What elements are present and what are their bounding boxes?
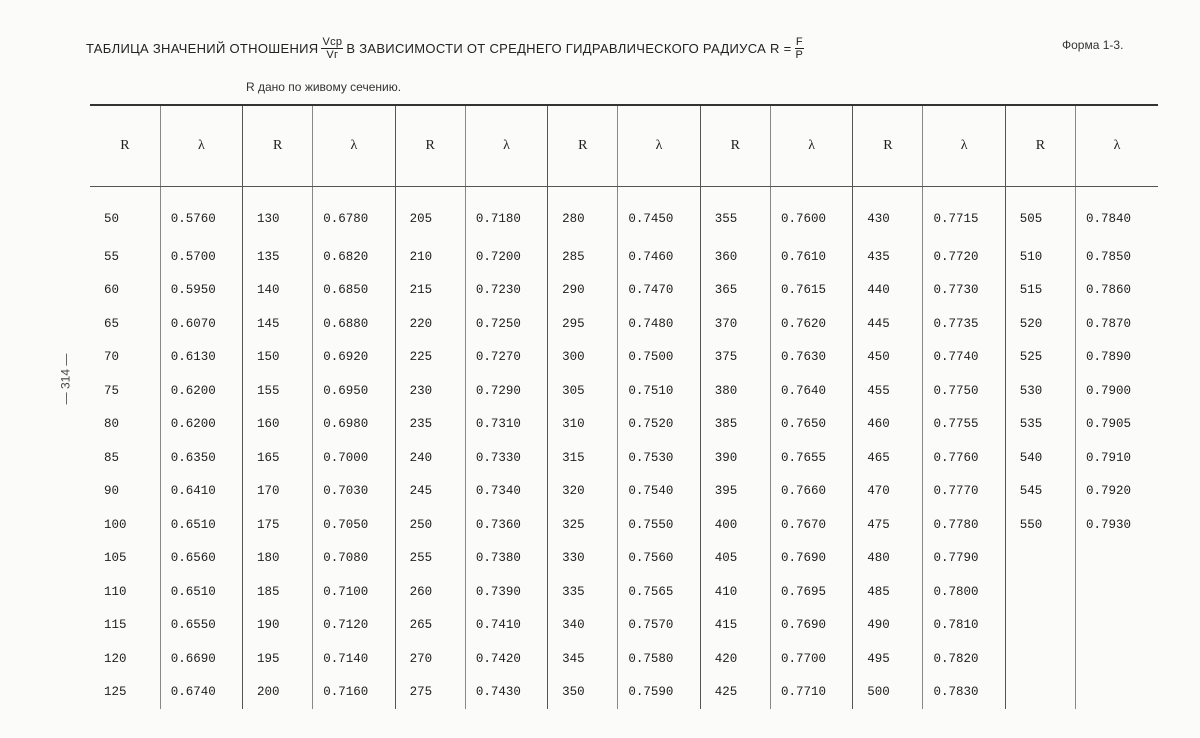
radius-cell: 470 [853, 475, 923, 509]
table-row [90, 341, 1158, 375]
lambda-cell: 0.7830 [923, 676, 1005, 710]
title-middle: В ЗАВИСИМОСТИ ОТ СРЕДНЕГО ГИДРАВЛИЧЕСКОГО РАДИУСА R = [346, 41, 792, 56]
lambda-cell: 0.6560 [160, 542, 242, 576]
radius-cell: 335 [548, 575, 618, 609]
radius-cell: 130 [243, 187, 313, 241]
lambda-cell [1076, 575, 1158, 609]
lambda-cell: 0.7820 [923, 642, 1005, 676]
radius-cell: 545 [1005, 475, 1075, 509]
radius-numerator: F [795, 36, 803, 48]
lambda-cell: 0.7910 [1076, 441, 1158, 475]
radius-cell: 210 [395, 240, 465, 274]
table-row [90, 187, 1158, 241]
radius-cell: 165 [243, 441, 313, 475]
lambda-cell: 0.7420 [465, 642, 547, 676]
header-lambda-7: λ [1076, 105, 1158, 187]
lambda-cell: 0.7810 [923, 609, 1005, 643]
radius-cell: 420 [700, 642, 770, 676]
table-row [90, 642, 1158, 676]
radius-cell: 330 [548, 542, 618, 576]
radius-cell: 100 [104, 517, 127, 532]
table-subtitle: R дано по живому сечению. [246, 80, 402, 94]
header-lambda-1: λ [160, 105, 242, 187]
radius-cell: 160 [243, 408, 313, 442]
radius-cell: 530 [1005, 374, 1075, 408]
header-r-2: R [243, 105, 313, 187]
radius-cell: 410 [700, 575, 770, 609]
radius-cell: 350 [548, 676, 618, 710]
lambda-cell: 0.7920 [1076, 475, 1158, 509]
lambda-cell: 0.7570 [618, 609, 700, 643]
radius-cell: 430 [853, 187, 923, 241]
radius-cell: 140 [243, 274, 313, 308]
lambda-cell: 0.7390 [465, 575, 547, 609]
lambda-cell: 0.6200 [160, 374, 242, 408]
radius-cell: 90 [104, 484, 120, 499]
radius-cell: 200 [243, 676, 313, 710]
lambda-cell: 0.7200 [465, 240, 547, 274]
radius-cell: 220 [395, 307, 465, 341]
lambda-cell: 0.7730 [923, 274, 1005, 308]
lambda-cell: 0.7640 [770, 374, 852, 408]
lambda-cell: 0.5950 [160, 274, 242, 308]
radius-cell: 405 [700, 542, 770, 576]
lambda-cell [1076, 609, 1158, 643]
lambda-cell: 0.7790 [923, 542, 1005, 576]
fraction-numerator: Vср [322, 36, 343, 48]
header-r-5: R [700, 105, 770, 187]
lambda-cell: 0.7510 [618, 374, 700, 408]
radius-cell: 510 [1005, 240, 1075, 274]
page-number: — 314 — [58, 353, 73, 405]
lambda-cell: 0.6820 [313, 240, 395, 274]
header-row [90, 105, 1158, 187]
radius-cell: 500 [853, 676, 923, 710]
lambda-cell: 0.7755 [923, 408, 1005, 442]
lambda-cell: 0.7100 [313, 575, 395, 609]
table-row [90, 307, 1158, 341]
radius-cell: 180 [243, 542, 313, 576]
lambda-cell [1076, 542, 1158, 576]
table-row [90, 374, 1158, 408]
radius-cell: 505 [1005, 187, 1075, 241]
lambda-cell: 0.7180 [465, 187, 547, 241]
radius-cell: 375 [700, 341, 770, 375]
lambda-cell: 0.6850 [313, 274, 395, 308]
radius-cell: 195 [243, 642, 313, 676]
radius-cell: 535 [1005, 408, 1075, 442]
lambda-cell: 0.7750 [923, 374, 1005, 408]
lambda-cell: 0.7860 [1076, 274, 1158, 308]
lambda-cell: 0.7800 [923, 575, 1005, 609]
lambda-cell: 0.7160 [313, 676, 395, 710]
radius-cell: 215 [395, 274, 465, 308]
radius-cell: 60 [104, 283, 120, 298]
radius-cell: 280 [548, 187, 618, 241]
radius-cell: 390 [700, 441, 770, 475]
lambda-cell: 0.7250 [465, 307, 547, 341]
radius-cell: 325 [548, 508, 618, 542]
radius-cell: 365 [700, 274, 770, 308]
radius-cell: 70 [104, 350, 120, 365]
radius-cell: 125 [104, 685, 127, 700]
header-r-1: R [90, 105, 160, 187]
lambda-cell: 0.7840 [1076, 187, 1158, 241]
lambda-cell: 0.7770 [923, 475, 1005, 509]
radius-cell: 50 [104, 211, 120, 226]
table-row [90, 408, 1158, 442]
radius-cell: 75 [104, 383, 120, 398]
radius-cell: 395 [700, 475, 770, 509]
lambda-cell: 0.7000 [313, 441, 395, 475]
radius-cell: 465 [853, 441, 923, 475]
radius-cell: 175 [243, 508, 313, 542]
radius-cell [1005, 642, 1075, 676]
lambda-cell: 0.7340 [465, 475, 547, 509]
radius-cell: 225 [395, 341, 465, 375]
radius-cell: 475 [853, 508, 923, 542]
lambda-cell: 0.7930 [1076, 508, 1158, 542]
lambda-cell: 0.7715 [923, 187, 1005, 241]
radius-cell: 135 [243, 240, 313, 274]
lambda-cell: 0.7430 [465, 676, 547, 710]
header-lambda-4: λ [618, 105, 700, 187]
fraction-denominator: Vг [326, 49, 339, 61]
title-prefix: ТАБЛИЦА ЗНАЧЕНИЙ ОТНОШЕНИЯ [86, 41, 319, 56]
header-lambda-5: λ [770, 105, 852, 187]
radius-cell [1005, 676, 1075, 710]
lambda-cell: 0.7410 [465, 609, 547, 643]
lambda-cell: 0.7120 [313, 609, 395, 643]
radius-cell: 320 [548, 475, 618, 509]
values-table [90, 104, 1158, 709]
lambda-cell: 0.7550 [618, 508, 700, 542]
radius-cell: 260 [395, 575, 465, 609]
radius-cell: 250 [395, 508, 465, 542]
lambda-cell: 0.7530 [618, 441, 700, 475]
radius-cell: 440 [853, 274, 923, 308]
radius-cell: 360 [700, 240, 770, 274]
lambda-cell: 0.5760 [160, 187, 242, 241]
lambda-cell: 0.6880 [313, 307, 395, 341]
lambda-cell: 0.6200 [160, 408, 242, 442]
lambda-cell: 0.6920 [313, 341, 395, 375]
lambda-cell: 0.7590 [618, 676, 700, 710]
radius-cell: 305 [548, 374, 618, 408]
radius-cell: 355 [700, 187, 770, 241]
radius-cell: 150 [243, 341, 313, 375]
radius-cell: 65 [104, 316, 120, 331]
radius-cell: 55 [104, 249, 120, 264]
radius-cell: 205 [395, 187, 465, 241]
lambda-cell: 0.7740 [923, 341, 1005, 375]
radius-cell: 445 [853, 307, 923, 341]
lambda-cell: 0.7600 [770, 187, 852, 241]
radius-cell: 80 [104, 417, 120, 432]
radius-cell: 400 [700, 508, 770, 542]
header-r-4: R [548, 105, 618, 187]
lambda-cell: 0.7330 [465, 441, 547, 475]
radius-cell: 345 [548, 642, 618, 676]
table-row [90, 575, 1158, 609]
radius-cell: 490 [853, 609, 923, 643]
lambda-cell: 0.6780 [313, 187, 395, 241]
lambda-cell: 0.6130 [160, 341, 242, 375]
radius-cell: 300 [548, 341, 618, 375]
lambda-cell: 0.6740 [160, 676, 242, 710]
lambda-cell: 0.6410 [160, 475, 242, 509]
lambda-cell: 0.7460 [618, 240, 700, 274]
radius-cell: 190 [243, 609, 313, 643]
lambda-cell: 0.7695 [770, 575, 852, 609]
radius-cell: 105 [104, 551, 127, 566]
radius-cell: 340 [548, 609, 618, 643]
lambda-cell: 0.7620 [770, 307, 852, 341]
lambda-cell: 0.6510 [160, 575, 242, 609]
radius-cell: 520 [1005, 307, 1075, 341]
table-row [90, 508, 1158, 542]
radius-cell: 380 [700, 374, 770, 408]
radius-cell: 110 [104, 584, 127, 599]
radius-cell: 480 [853, 542, 923, 576]
radius-cell: 85 [104, 450, 120, 465]
radius-cell: 310 [548, 408, 618, 442]
lambda-cell: 0.7615 [770, 274, 852, 308]
lambda-cell: 0.7900 [1076, 374, 1158, 408]
lambda-cell: 0.7670 [770, 508, 852, 542]
lambda-cell: 0.5700 [160, 240, 242, 274]
lambda-cell: 0.7660 [770, 475, 852, 509]
lambda-cell: 0.7700 [770, 642, 852, 676]
radius-cell: 290 [548, 274, 618, 308]
table-row [90, 609, 1158, 643]
lambda-cell: 0.7850 [1076, 240, 1158, 274]
radius-cell: 275 [395, 676, 465, 710]
header-r-3: R [395, 105, 465, 187]
radius-cell: 385 [700, 408, 770, 442]
lambda-cell: 0.6690 [160, 642, 242, 676]
lambda-cell: 0.7470 [618, 274, 700, 308]
form-number: Форма 1-3. [1062, 38, 1124, 52]
lambda-cell: 0.7310 [465, 408, 547, 442]
lambda-cell: 0.7690 [770, 542, 852, 576]
radius-cell: 315 [548, 441, 618, 475]
table-row [90, 240, 1158, 274]
lambda-cell: 0.7650 [770, 408, 852, 442]
lambda-cell: 0.7500 [618, 341, 700, 375]
lambda-cell: 0.6510 [160, 508, 242, 542]
lambda-cell [1076, 676, 1158, 710]
lambda-cell: 0.6980 [313, 408, 395, 442]
radius-cell: 155 [243, 374, 313, 408]
lambda-cell: 0.7690 [770, 609, 852, 643]
radius-cell: 370 [700, 307, 770, 341]
radius-fraction [795, 36, 805, 61]
lambda-cell: 0.6070 [160, 307, 242, 341]
radius-cell: 435 [853, 240, 923, 274]
radius-denominator: P [795, 49, 804, 61]
lambda-cell: 0.7655 [770, 441, 852, 475]
lambda-cell: 0.7560 [618, 542, 700, 576]
lambda-cell: 0.7565 [618, 575, 700, 609]
radius-cell: 540 [1005, 441, 1075, 475]
lambda-cell [1076, 642, 1158, 676]
header-r-7: R [1005, 105, 1075, 187]
radius-cell [1005, 542, 1075, 576]
radius-cell: 120 [104, 651, 127, 666]
table-row [90, 542, 1158, 576]
header-lambda-2: λ [313, 105, 395, 187]
lambda-cell: 0.7580 [618, 642, 700, 676]
lambda-cell: 0.7720 [923, 240, 1005, 274]
lambda-cell: 0.7290 [465, 374, 547, 408]
header-lambda-3: λ [465, 105, 547, 187]
lambda-cell: 0.7360 [465, 508, 547, 542]
radius-cell: 425 [700, 676, 770, 710]
lambda-cell: 0.7905 [1076, 408, 1158, 442]
lambda-cell: 0.7480 [618, 307, 700, 341]
lambda-cell: 0.7780 [923, 508, 1005, 542]
lambda-cell: 0.7890 [1076, 341, 1158, 375]
table-row [90, 274, 1158, 308]
radius-cell [1005, 575, 1075, 609]
lambda-cell: 0.7030 [313, 475, 395, 509]
radius-cell: 235 [395, 408, 465, 442]
lambda-cell: 0.7080 [313, 542, 395, 576]
table-row [90, 676, 1158, 710]
radius-cell: 245 [395, 475, 465, 509]
radius-cell: 495 [853, 642, 923, 676]
lambda-cell: 0.7050 [313, 508, 395, 542]
radius-cell: 525 [1005, 341, 1075, 375]
lambda-cell: 0.7540 [618, 475, 700, 509]
radius-cell: 255 [395, 542, 465, 576]
radius-cell: 115 [104, 618, 127, 633]
table-body [90, 187, 1158, 710]
table-title [86, 36, 807, 61]
lambda-cell: 0.7610 [770, 240, 852, 274]
radius-cell: 240 [395, 441, 465, 475]
lambda-cell: 0.7760 [923, 441, 1005, 475]
lambda-cell: 0.7140 [313, 642, 395, 676]
lambda-cell: 0.7230 [465, 274, 547, 308]
velocity-ratio-fraction [321, 36, 343, 61]
header-r-6: R [853, 105, 923, 187]
lambda-cell: 0.6550 [160, 609, 242, 643]
lambda-cell: 0.7870 [1076, 307, 1158, 341]
radius-cell: 550 [1005, 508, 1075, 542]
radius-cell: 170 [243, 475, 313, 509]
radius-cell: 450 [853, 341, 923, 375]
radius-cell: 415 [700, 609, 770, 643]
table-row [90, 475, 1158, 509]
radius-cell: 460 [853, 408, 923, 442]
radius-cell: 295 [548, 307, 618, 341]
radius-cell: 185 [243, 575, 313, 609]
lambda-cell: 0.7520 [618, 408, 700, 442]
radius-cell: 285 [548, 240, 618, 274]
radius-cell: 515 [1005, 274, 1075, 308]
radius-cell: 270 [395, 642, 465, 676]
table-row [90, 441, 1158, 475]
radius-cell: 485 [853, 575, 923, 609]
lambda-cell: 0.7735 [923, 307, 1005, 341]
radius-cell: 230 [395, 374, 465, 408]
lambda-cell: 0.7380 [465, 542, 547, 576]
lambda-cell: 0.7710 [770, 676, 852, 710]
header-lambda-6: λ [923, 105, 1005, 187]
lambda-cell: 0.7270 [465, 341, 547, 375]
radius-cell: 145 [243, 307, 313, 341]
radius-cell: 455 [853, 374, 923, 408]
radius-cell [1005, 609, 1075, 643]
lambda-cell: 0.7630 [770, 341, 852, 375]
lambda-cell: 0.6350 [160, 441, 242, 475]
radius-cell: 265 [395, 609, 465, 643]
lambda-cell: 0.6950 [313, 374, 395, 408]
lambda-cell: 0.7450 [618, 187, 700, 241]
